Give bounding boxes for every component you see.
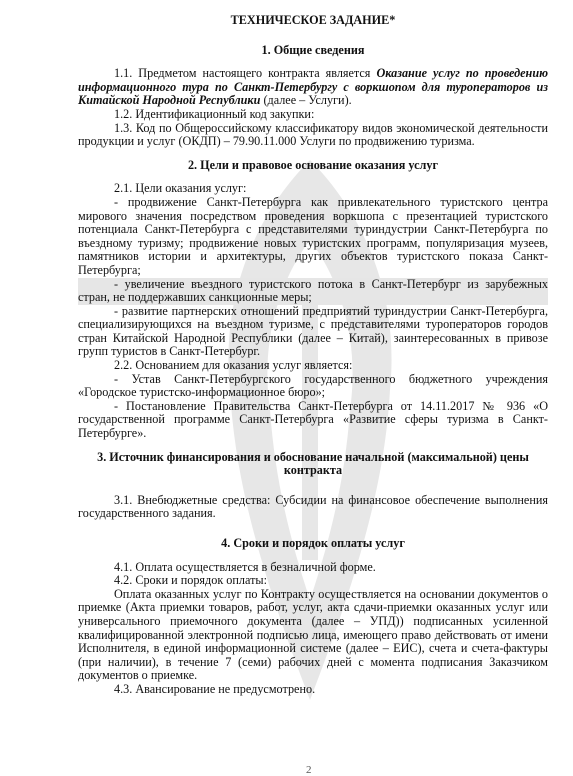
clause-4-2-text: Оплата оказанных услуг по Контракту осуществляется на основании документов о приемке (Акта приемки товаров, работ, услуг, акта сдачи-приемки оказанных услуг или универсального приемочного документа (далее – УПД)) подписанных усиленной квалифицированной электронной подписью лица, имеющего право действовать от имени Исполнителя, в единой информационной системе (далее – ЕИС), счета и счета-фактуры (при наличии), в течение 7 (семи) рабочих дней с момента подписания Заказчиком документов о приемке. xyxy=(78,586,548,683)
clause-1-2: 1.2. Идентификационный код закупки: xyxy=(114,106,315,121)
clause-4-2: 4.2. Сроки и порядок оплаты: xyxy=(114,573,267,588)
clause-4-3: 4.3. Авансирование не предусмотрено. xyxy=(114,681,316,696)
contract-subject: Оказание услуг по проведению информационного тура по Санкт-Петербургу с воркшопом для туроператоров из Китайской Народной Республики xyxy=(78,66,548,108)
goal-item-highlighted: - увеличение въездного туристского потока в Санкт-Петербург из зарубежных стран, не поддержавших санкционные меры; xyxy=(78,276,548,305)
document-body xyxy=(78,14,548,697)
document-title: ТЕХНИЧЕСКОЕ ЗАДАНИЕ* xyxy=(230,13,396,27)
section-heading-general: 1. Общие сведения xyxy=(261,42,365,57)
goal-item: - развитие партнерских отношений предприятий туриндустрии Санкт-Петербурга, специализирующихся на въездном туризме, с представителями туроператоров городов стран Китайской Народной Республики (далее – Китай), заинтересованных в привозе групп туристов в Санкт-Петербург. xyxy=(78,303,548,359)
clause-4-1: 4.1. Оплата осуществляется в безналичной форме. xyxy=(114,559,376,574)
clause-3-1: 3.1. Внебюджетные средства: Субсидии на финансовое обеспечение выполнения государственного задания. xyxy=(78,492,548,521)
basis-item: - Постановление Правительства Санкт-Петербурга от 14.11.2017 № 936 «О государственной программе Санкт-Петербурга «Развитие сферы туризма в Санкт-Петербурге». xyxy=(78,398,548,441)
basis-item: - Устав Санкт-Петербургского государственного бюджетного учреждения «Городское туристско-информационное бюро»; xyxy=(78,371,548,400)
section-heading-goals: 2. Цели и правовое основание оказания услуг xyxy=(187,157,439,172)
clause-1-3: 1.3. Код по Общероссийскому классификатору видов экономической деятельности продукции и услуг (ОКДП) – 79.90.11.000 Услуги по продвижению туризма. xyxy=(78,120,548,149)
section-heading-payment: 4. Сроки и порядок оплаты услуг xyxy=(221,536,405,550)
clause-2-2: 2.2. Основанием для оказания услуг является: xyxy=(114,358,353,373)
goal-item: - продвижение Санкт-Петербурга как привлекательного туристского центра мирового значения посредством проведения воркшопа с презентацией туристского потенциала Санкт-Петербурга с представителями туриндустрии Санкт-Петербурга по въездному туризму; продвижение новых туристских программ, популяризация музеев, памятников истории и архитектуры, других объектов туристского показа Санкт-Петербурга; xyxy=(78,194,548,277)
section-heading-financing: 3. Источник финансирования и обоснование начальной (максимальной) цены контракта xyxy=(97,449,529,478)
clause-2-1: 2.1. Цели оказания услуг: xyxy=(114,181,247,196)
clause-1-1: 1.1. Предметом настоящего контракта является Оказание услуг по проведению информационного тура по Санкт-Петербургу с воркшопом для туроператоров из Китайской Народной Республики (далее – Услуги). xyxy=(78,66,548,108)
page-number: 2 xyxy=(306,764,312,776)
